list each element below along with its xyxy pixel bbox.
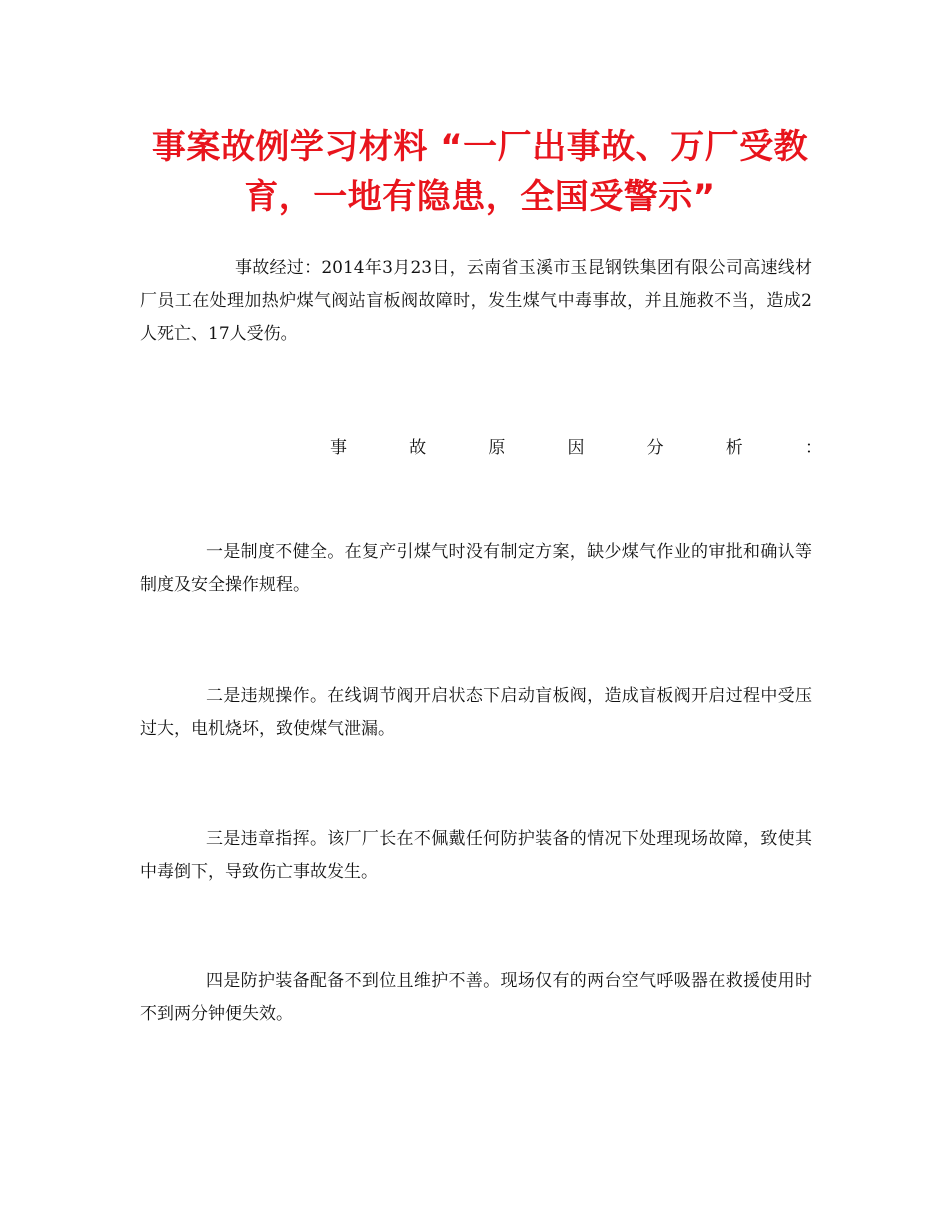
analysis-heading-char: 事 [330, 438, 347, 458]
analysis-heading-char: 故 [409, 438, 427, 458]
analysis-heading-char: ： [804, 438, 822, 458]
cause-paragraph-2: 二是违规操作。在线调节阀开启状态下启动盲板阀，造成盲板阀开启过程中受压过大，电机烧坏，致使煤气泄漏。 [140, 686, 812, 739]
event-paragraph: 事故经过：2014年3月23日，云南省玉溪市玉昆钢铁集团有限公司高速线材厂员工在处理加热炉煤气阀站盲板阀故障时，发生煤气中毒事故，并且施救不当，造成2人死亡、17人受伤。 [140, 258, 812, 344]
cause-paragraph-4: 四是防护装备配备不到位且维护不善。现场仅有的两台空气呼吸器在救援使用时不到两分钟便失效。 [140, 971, 812, 1024]
analysis-heading-char: 分 [646, 438, 664, 458]
analysis-heading-char: 析 [725, 438, 743, 458]
cause-paragraph-1: 一是制度不健全。在复产引煤气时没有制定方案，缺少煤气作业的审批和确认等制度及安全操作规程。 [140, 542, 812, 595]
cause-paragraph-3: 三是违章指挥。该厂厂长在不佩戴任何防护装备的情况下处理现场故障，致使其中毒倒下，导致伤亡事故发生。 [140, 829, 812, 882]
document-title: 事案故例学习材料 “一厂出事故、万厂受教育，一地有隐患，全国受警示” [151, 127, 809, 217]
analysis-heading-char: 因 [567, 438, 585, 458]
analysis-heading [330, 434, 822, 462]
analysis-heading-char: 原 [488, 438, 506, 458]
